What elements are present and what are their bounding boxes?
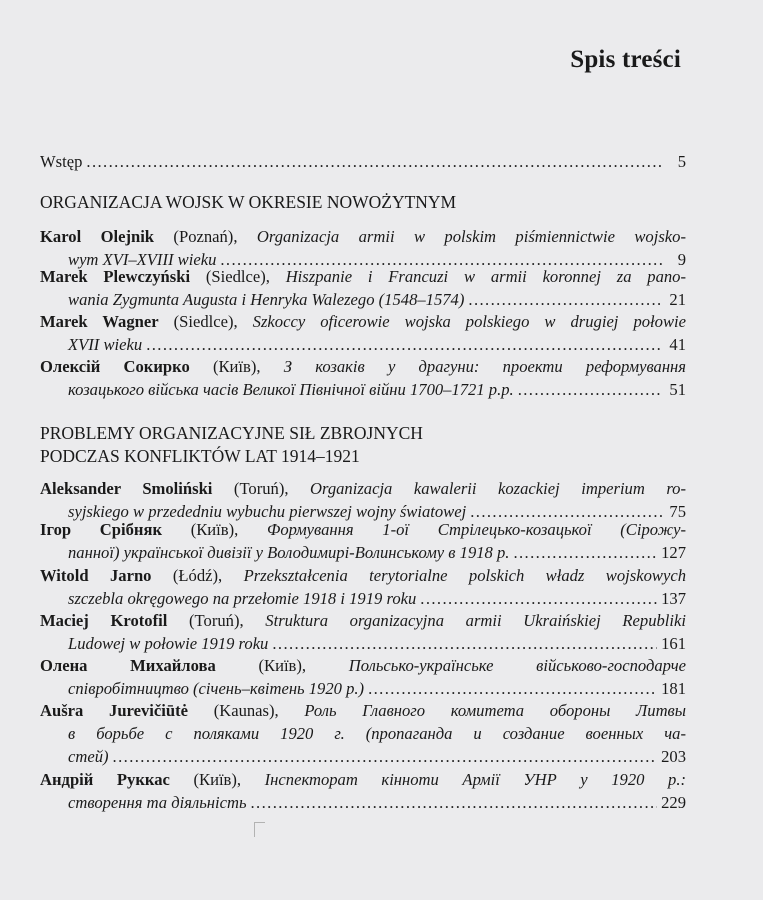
entry-place: (Київ), bbox=[215, 656, 349, 675]
entry-place: (Poznań), bbox=[154, 227, 257, 246]
leader-dots bbox=[251, 791, 658, 814]
toc-entry[interactable] bbox=[40, 564, 686, 610]
entry-author: Marek Wagner bbox=[40, 312, 159, 331]
entry-title-cont: панної) української дивізії у Володимирі-Волинському в 1918 р. bbox=[68, 543, 510, 562]
page-number: 181 bbox=[661, 679, 686, 698]
entry-title-cont: співробітництво (січень–квітень 1920 р.) bbox=[68, 679, 365, 698]
toc-entry[interactable] bbox=[40, 477, 686, 523]
entry-place: (Kaunas), bbox=[188, 701, 305, 720]
entry-title: Інспекторат кінноти Армії УНР у 1920 р.: bbox=[264, 770, 686, 789]
page-number: 9 bbox=[677, 250, 686, 269]
page-number: 161 bbox=[661, 634, 686, 653]
toc-entry[interactable] bbox=[40, 699, 686, 768]
entry-author: Maciej Krotofil bbox=[40, 611, 168, 630]
entry-title-cont: szczebla okręgowego na przełomie 1918 i 1919 roku bbox=[68, 589, 417, 608]
page-number: 137 bbox=[661, 589, 686, 608]
leader-dots bbox=[272, 632, 657, 655]
entry-title-cont: козацького війська часів Великої Північної війни 1700–1721 р.р. bbox=[68, 380, 514, 399]
entry-place: (Siedlce), bbox=[158, 312, 253, 331]
entry-place: (Łódź), bbox=[151, 566, 244, 585]
toc-entry[interactable] bbox=[40, 518, 686, 564]
page-number: 229 bbox=[661, 793, 686, 812]
entry-author: Олексій Сокирко bbox=[40, 357, 190, 376]
page-number: 203 bbox=[661, 747, 686, 766]
toc-entry[interactable] bbox=[40, 310, 686, 356]
leader-dots bbox=[513, 541, 657, 564]
entry-title: З козаків у драгуни: проекти реформування bbox=[283, 357, 687, 376]
entry-title-cont: wym XVI–XVIII wieku bbox=[68, 250, 217, 269]
entry-title: Szkoccy oficerowie wojska polskiego w drugiej połowie bbox=[252, 312, 686, 331]
entry-author: Marek Plewczyński bbox=[40, 267, 191, 286]
section-heading-2 bbox=[40, 422, 423, 468]
section-heading-2-line1: PROBLEMY ORGANIZACYJNE SIŁ ZBROJNYCH bbox=[40, 423, 423, 443]
toc-entry[interactable] bbox=[40, 355, 686, 401]
leader-dots bbox=[420, 587, 657, 610]
entry-title: Przekształcenia terytorialne polskich władz wojskowych bbox=[243, 566, 686, 585]
entry-author: Aleksander Smoliński bbox=[40, 479, 213, 498]
toc-entry[interactable] bbox=[40, 609, 686, 655]
page-number: 41 bbox=[669, 335, 686, 354]
entry-place: (Київ), bbox=[169, 770, 265, 789]
page-number: 5 bbox=[677, 152, 686, 171]
entry-place: (Київ), bbox=[162, 520, 267, 539]
entry-author: Witold Jarno bbox=[40, 566, 152, 585]
leader-dots bbox=[468, 288, 662, 311]
entry-title: Organizacja kawalerii kozackiej imperium ro- bbox=[310, 479, 686, 498]
entry-title-cont: wania Zygmunta Augusta i Henryka Walezego (1548–1574) bbox=[68, 290, 465, 309]
entry-title-cont: Ludowej w połowie 1919 roku bbox=[68, 634, 269, 653]
entry-author: Karol Olejnik bbox=[40, 227, 155, 246]
intro-label: Wstęp bbox=[40, 152, 83, 171]
leader-dots bbox=[518, 378, 662, 401]
entry-place: (Київ), bbox=[189, 357, 284, 376]
entry-title-cont: XVII wieku bbox=[68, 335, 143, 354]
entry-place: (Toruń), bbox=[212, 479, 310, 498]
toc-entry-intro[interactable] bbox=[40, 150, 686, 173]
leader-dots bbox=[113, 745, 658, 768]
entry-title-cont: syjskiego w przededniu wybuchu pierwszej wojny światowej bbox=[68, 502, 467, 521]
section-heading-1: ORGANIZACJA WOJSK W OKRESIE NOWOŻYTNYM bbox=[40, 192, 457, 212]
entry-title: Hiszpanie i Francuzi w armii koronnej za pano- bbox=[285, 267, 686, 286]
page-number: 75 bbox=[669, 502, 686, 521]
entry-place: (Toruń), bbox=[167, 611, 266, 630]
entry-author: Олена Михайлова bbox=[40, 656, 216, 675]
page-title: Spis treści bbox=[570, 46, 681, 73]
section-heading-2-line2: PODCZAS KONFLIKTÓW LAT 1914–1921 bbox=[40, 446, 360, 466]
toc-entry[interactable] bbox=[40, 768, 686, 814]
page-number: 51 bbox=[669, 380, 686, 399]
entry-title: Struktura organizacyjna armii Ukraińskiej Republiki bbox=[265, 611, 686, 630]
page-number: 21 bbox=[669, 290, 686, 309]
entry-title-cont: в борьбе с поляками 1920 г. (пропаганда и создание военных ча- bbox=[68, 724, 686, 743]
toc-entry[interactable] bbox=[40, 265, 686, 311]
entry-place: (Siedlce), bbox=[190, 267, 286, 286]
entry-author: Андрій Руккас bbox=[40, 770, 170, 789]
page-scan-mark bbox=[254, 822, 265, 837]
entry-author: Ігор Срібняк bbox=[40, 520, 163, 539]
entry-title-cont: стей) bbox=[68, 747, 109, 766]
entry-title-cont: створення та діяльність bbox=[68, 793, 247, 812]
toc-entry[interactable] bbox=[40, 654, 686, 700]
entry-title: Формування 1-ої Стрілецько-козацької (Сірожу- bbox=[266, 520, 686, 539]
page-number: 127 bbox=[661, 543, 686, 562]
leader-dots bbox=[146, 333, 662, 356]
leader-dots bbox=[86, 150, 662, 173]
entry-author: Aušra Jurevičiūtė bbox=[40, 701, 188, 720]
entry-title: Польсько-українське військово-господарче bbox=[348, 656, 687, 675]
leader-dots bbox=[368, 677, 657, 700]
entry-title: Organizacja armii w polskim piśmiennictwie wojsko- bbox=[256, 227, 686, 246]
entry-title: Роль Главного комитета обороны Литвы bbox=[304, 701, 686, 720]
